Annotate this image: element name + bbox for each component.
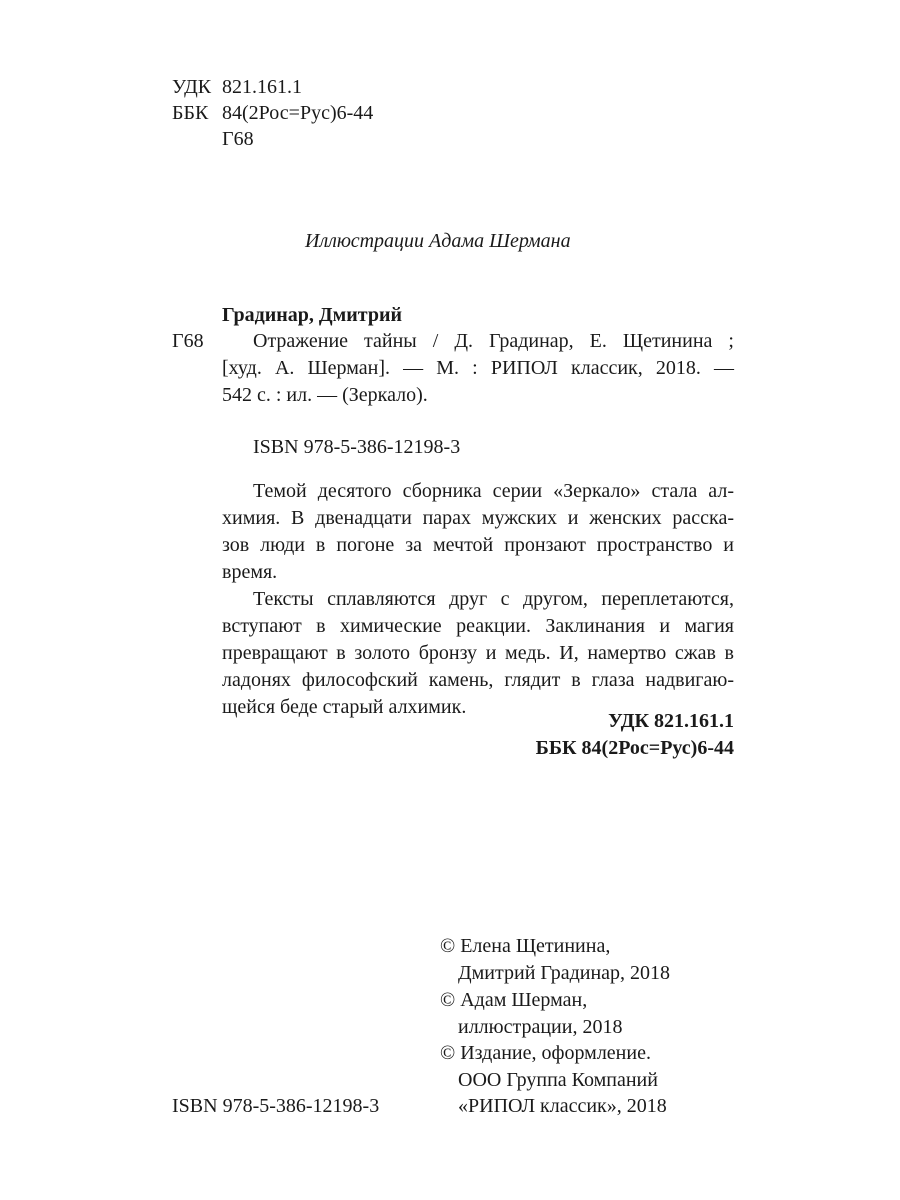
record-isbn: ISBN 978-5-386-12198-3 <box>253 436 461 458</box>
udk-label: УДК <box>172 76 212 98</box>
annotation-line: химия. В двенадцати парах мужских и женских расска- <box>222 507 734 529</box>
copyright-line: Дмитрий Градинар, 2018 <box>458 962 671 984</box>
annotation-line: щейся беде старый алхимик. <box>222 696 467 718</box>
record-mark: Г68 <box>172 330 204 352</box>
udk-code: 821.161.1 <box>222 76 302 98</box>
annotation-line: Тексты сплавляются друг с другом, переплетаются, <box>253 588 734 610</box>
annotation-line: превращают в золото бронзу и медь. И, намертво сжав в <box>222 642 734 664</box>
copyright-line: «РИПОЛ классик», 2018 <box>458 1095 667 1117</box>
author-mark: Г68 <box>222 128 254 150</box>
footer-isbn: ISBN 978-5-386-12198-3 <box>172 1095 380 1117</box>
illustrations-credit: Иллюстрации Адама Шермана <box>305 230 571 252</box>
copyright-line: © Елена Щетинина, <box>440 935 611 957</box>
annotation-line: Темой десятого сборника серии «Зеркало» стала ал- <box>253 480 734 502</box>
annotation-line: время. <box>222 561 278 583</box>
annotation-line: зов люди в погоне за мечтой пронзают пространство и <box>222 534 734 556</box>
record-line: 542 с. : ил. — (Зеркало). <box>222 384 428 406</box>
copyright-line: ООО Группа Компаний <box>458 1069 658 1091</box>
record-author: Градинар, Дмитрий <box>222 304 403 326</box>
bbk-code: 84(2Рос=Рус)6-44 <box>222 102 374 124</box>
copyright-line: иллюстрации, 2018 <box>458 1016 623 1038</box>
bbk-label: ББК <box>172 102 209 124</box>
annotation-line: ладонях философский камень, глядит в глаза надвигаю- <box>222 669 734 691</box>
record-line: [худ. А. Шерман]. — М. : РИПОЛ классик, 2018. — <box>222 357 734 379</box>
bbk-bold: ББК 84(2Рос=Рус)6-44 <box>535 737 734 759</box>
copyright-line: © Адам Шерман, <box>440 989 588 1011</box>
copyright-line: © Издание, оформление. <box>440 1042 651 1064</box>
udk-bold: УДК 821.161.1 <box>608 710 734 732</box>
record-line: Отражение тайны / Д. Градинар, Е. Щетинина ; <box>253 330 734 352</box>
annotation-line: вступают в химические реакции. Заклинания и магия <box>222 615 734 637</box>
